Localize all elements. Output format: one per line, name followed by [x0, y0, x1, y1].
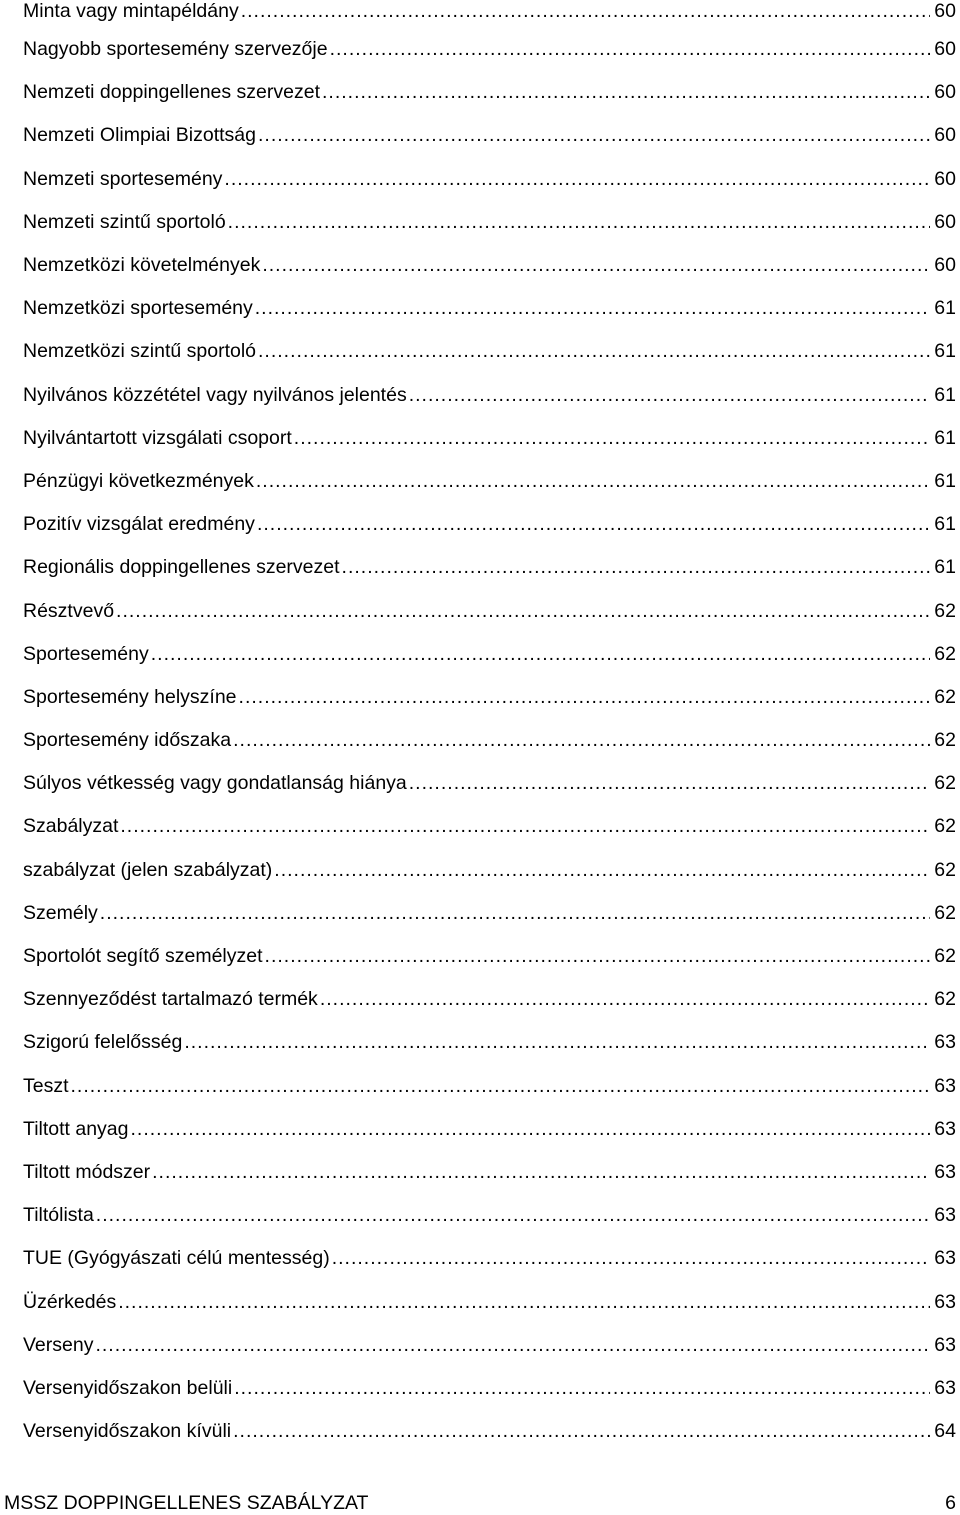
dot-leader [332, 1247, 931, 1270]
toc-entry[interactable] [23, 201, 956, 244]
dot-leader [234, 1377, 930, 1400]
toc-entry-page: 63 [934, 1117, 956, 1140]
toc-entry-label: Pozitív vizsgálat eredmény [23, 513, 255, 536]
toc-entry-label: Teszt [23, 1074, 69, 1097]
toc-entry-page: 62 [934, 685, 956, 708]
toc-entry[interactable] [23, 589, 956, 632]
toc-entry-label: szabályzat (jelen szabályzat) [23, 858, 273, 881]
dot-leader [265, 945, 931, 968]
dot-leader [342, 556, 931, 579]
toc-entry-label: Sportolót segítő személyzet [23, 945, 263, 968]
toc-entry[interactable] [23, 1108, 956, 1151]
toc-entry-page: 61 [934, 513, 956, 536]
toc-entry-page: 60 [934, 167, 956, 190]
toc-entry-page: 63 [934, 1376, 956, 1399]
toc-entry[interactable] [23, 633, 956, 676]
dot-leader [322, 81, 930, 104]
toc-entry[interactable] [23, 892, 956, 935]
toc-entry[interactable] [23, 546, 956, 589]
toc-entry-page: 62 [934, 945, 956, 968]
toc-entry[interactable] [23, 330, 956, 373]
toc-entry[interactable] [23, 460, 956, 503]
toc-entry-label: Szigorú felelősség [23, 1031, 183, 1054]
toc-entry[interactable] [23, 935, 956, 978]
toc-entry-page: 61 [934, 383, 956, 406]
toc-entry[interactable] [23, 849, 956, 892]
toc-entry-label: Nemzeti sportesemény [23, 167, 223, 190]
toc-entry[interactable] [23, 1280, 956, 1323]
toc-entry-label: Tiltott anyag [23, 1117, 129, 1140]
toc-entry[interactable] [23, 762, 956, 805]
dot-leader [255, 297, 931, 320]
toc-entry-label: Nyilvános közzététel vagy nyilvános jelentés [23, 383, 407, 406]
toc-entry-label: Sportesemény időszaka [23, 729, 232, 752]
toc-entry-label: Nemzeti szintű sportoló [23, 210, 226, 233]
toc-entry[interactable] [23, 114, 956, 157]
table-of-contents [23, 0, 956, 1453]
toc-entry-page: 63 [934, 1031, 956, 1054]
dot-leader [118, 1291, 930, 1314]
toc-entry[interactable] [23, 244, 956, 287]
toc-entry-label: Verseny [23, 1333, 94, 1356]
toc-entry[interactable] [23, 503, 956, 546]
dot-leader [131, 1118, 931, 1141]
toc-entry-page: 63 [934, 1160, 956, 1183]
dot-leader [320, 988, 930, 1011]
toc-entry-label: Nyilvántartott vizsgálati csoport [23, 426, 292, 449]
toc-entry-page: 61 [934, 469, 956, 492]
dot-leader [274, 859, 930, 882]
toc-entry-label: TUE (Gyógyászati célú mentesség) [23, 1247, 330, 1270]
toc-entry-label: Személy [23, 901, 98, 924]
dot-leader [239, 686, 931, 709]
dot-leader [257, 513, 930, 536]
toc-entry-page: 61 [934, 556, 956, 579]
toc-entry-label: Tiltólista [23, 1204, 94, 1227]
footer-document-title: MSSZ DOPPINGELLENES SZABÁLYZAT [4, 1492, 369, 1514]
toc-entry-label: Versenyidőszakon kívüli [23, 1420, 232, 1443]
toc-entry-page: 62 [934, 988, 956, 1011]
toc-entry-label: Sportesemény [23, 642, 149, 665]
toc-entry[interactable] [23, 1324, 956, 1367]
toc-entry[interactable] [23, 978, 956, 1021]
dot-leader [233, 1420, 930, 1443]
toc-entry[interactable] [23, 1151, 956, 1194]
toc-entry[interactable] [23, 71, 956, 114]
toc-entry-page: 62 [934, 599, 956, 622]
toc-entry[interactable] [23, 374, 956, 417]
toc-entry-page: 60 [934, 124, 956, 147]
dot-leader [96, 1204, 931, 1227]
toc-entry-label: Szabályzat [23, 815, 119, 838]
toc-entry[interactable] [23, 719, 956, 762]
dot-leader [228, 211, 931, 234]
toc-entry-page: 62 [934, 901, 956, 924]
toc-entry[interactable] [23, 417, 956, 460]
toc-entry[interactable] [23, 158, 956, 201]
dot-leader [258, 340, 930, 363]
dot-leader [258, 124, 930, 147]
toc-entry-label: Nemzetközi sportesemény [23, 297, 253, 320]
dot-leader [116, 600, 930, 623]
dot-leader [256, 470, 930, 493]
toc-entry-label: Sportesemény helyszíne [23, 685, 237, 708]
toc-entry[interactable] [23, 676, 956, 719]
toc-entry-label: Nemzeti Olimpiai Bizottság [23, 124, 256, 147]
toc-entry-label: Súlyos vétkesség vagy gondatlanság hiánya [23, 772, 407, 795]
toc-entry-label: Versenyidőszakon belüli [23, 1376, 233, 1399]
dot-leader [95, 1334, 930, 1357]
dot-leader [330, 38, 931, 61]
toc-entry-label: Üzérkedés [23, 1290, 117, 1313]
toc-entry-page: 60 [934, 81, 956, 104]
toc-entry-label: Nagyobb sportesemény szervezője [23, 38, 328, 61]
toc-entry-page: 61 [934, 426, 956, 449]
dot-leader [233, 729, 930, 752]
toc-entry-page: 62 [934, 772, 956, 795]
toc-entry[interactable] [23, 805, 956, 848]
toc-entry-label: Szennyeződést tartalmazó termék [23, 988, 318, 1011]
toc-entry-page: 62 [934, 815, 956, 838]
toc-entry-label: Regionális doppingellenes szervezet [23, 556, 340, 579]
dot-leader [151, 643, 931, 666]
dot-leader [241, 0, 931, 23]
toc-entry-page: 60 [934, 0, 956, 22]
dot-leader [262, 254, 930, 277]
toc-entry[interactable] [23, 1367, 956, 1410]
toc-entry-label: Minta vagy mintapéldány [23, 0, 239, 22]
dot-leader [71, 1075, 931, 1098]
toc-entry-page: 63 [934, 1204, 956, 1227]
toc-entry-label: Nemzetközi szintű sportoló [23, 340, 257, 363]
toc-entry-page: 60 [934, 254, 956, 277]
dot-leader [120, 815, 930, 838]
toc-entry-label: Pénzügyi következmények [23, 469, 254, 492]
toc-entry-page: 63 [934, 1074, 956, 1097]
toc-entry-page: 61 [934, 340, 956, 363]
toc-entry-label: Nemzeti doppingellenes szervezet [23, 81, 320, 104]
toc-entry[interactable] [23, 0, 956, 28]
toc-entry-page: 62 [934, 729, 956, 752]
toc-entry[interactable] [23, 28, 956, 71]
toc-entry[interactable] [23, 287, 956, 330]
page-footer [4, 1492, 956, 1515]
dot-leader [409, 384, 931, 407]
toc-entry-label: Résztvevő [23, 599, 115, 622]
toc-entry-label: Nemzetközi követelmények [23, 254, 261, 277]
toc-entry-page: 63 [934, 1247, 956, 1270]
toc-entry-page: 64 [934, 1420, 956, 1443]
dot-leader [224, 168, 930, 191]
toc-entry[interactable] [23, 1237, 956, 1280]
toc-entry-page: 63 [934, 1290, 956, 1313]
dot-leader [294, 427, 931, 450]
toc-entry-page: 63 [934, 1333, 956, 1356]
toc-entry[interactable] [23, 1021, 956, 1064]
toc-entry[interactable] [23, 1410, 956, 1453]
toc-entry-page: 62 [934, 858, 956, 881]
toc-entry[interactable] [23, 1194, 956, 1237]
dot-leader [184, 1031, 930, 1054]
toc-entry-page: 61 [934, 297, 956, 320]
toc-entry[interactable] [23, 1065, 956, 1108]
dot-leader [152, 1161, 930, 1184]
dot-leader [409, 772, 931, 795]
toc-entry-page: 60 [934, 210, 956, 233]
toc-entry-page: 62 [934, 642, 956, 665]
footer-page-number: 6 [945, 1492, 956, 1514]
toc-entry-page: 60 [934, 38, 956, 61]
toc-entry-label: Tiltott módszer [23, 1160, 151, 1183]
dot-leader [100, 902, 931, 925]
